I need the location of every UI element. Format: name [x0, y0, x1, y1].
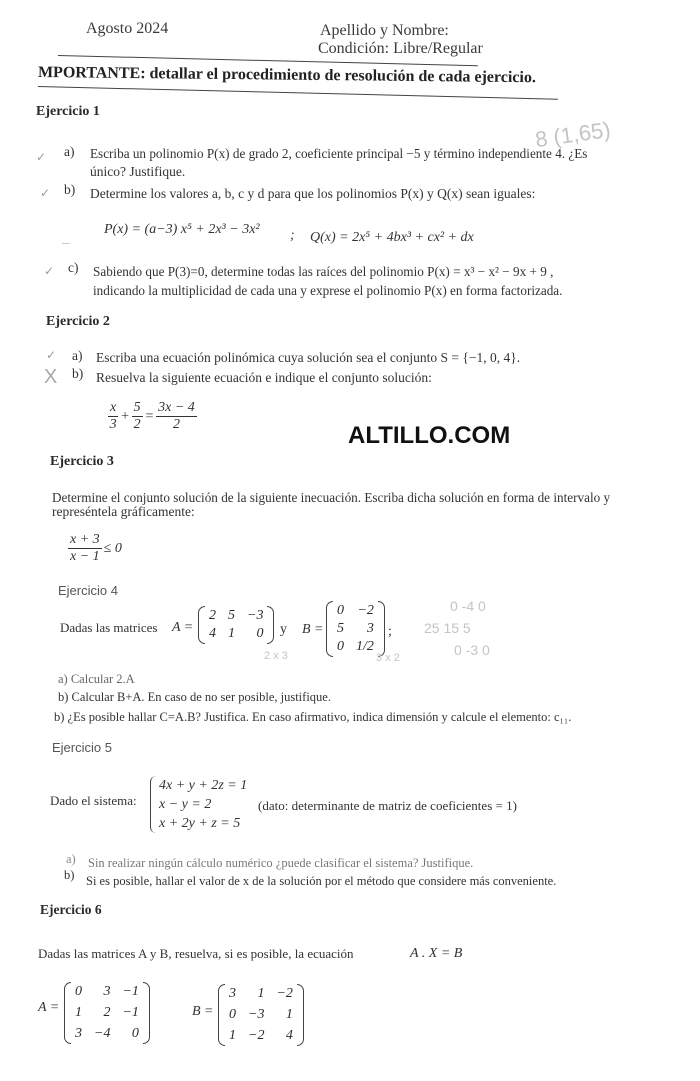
ex2-title: Ejercicio 2	[46, 314, 110, 329]
ex5-system	[150, 776, 247, 833]
matrix-cell: 1	[257, 986, 265, 1001]
ex4-matrix-b-name: B =	[302, 622, 324, 637]
ex6-text: Dadas las matrices A y B, resuelva, si es posible, la ecuación	[38, 946, 354, 961]
ex6-matrix-a	[64, 982, 150, 1044]
matrix-cell: 1	[228, 626, 235, 641]
matrix-cell: −1	[122, 984, 139, 999]
ex5-title: Ejercicio 5	[52, 740, 112, 755]
ex4-intro: Dadas las matrices	[60, 620, 158, 635]
system-equation: 4x + y + 2z = 1	[159, 778, 248, 793]
matrix-cell: 0	[337, 603, 344, 618]
ex4-matrix-a	[198, 606, 274, 644]
system-equation: x + 2y + z = 5	[159, 816, 241, 831]
matrix-cell: 4	[285, 1028, 293, 1043]
inequality-relation: ≤ 0	[103, 540, 122, 556]
ex2-b-label: b)	[72, 366, 84, 381]
matrix-cell: −2	[276, 986, 293, 1001]
important-rule	[38, 86, 558, 100]
matrix-cell: 2	[209, 608, 216, 623]
matrix-cell: 5	[337, 621, 344, 636]
matrix-cell: 4	[209, 626, 216, 641]
ex2-b-text: Resuelva la siguiente ecuación e indique el conjunto solución:	[96, 370, 432, 385]
ex4-a: a) Calcular 2.A	[58, 672, 135, 686]
matrix-cell: 3	[366, 621, 374, 636]
ex4-matrix-a-name: A =	[172, 620, 194, 635]
ex2-a-text: Escriba una ecuación polinómica cuya solución sea el conjunto S = {−1, 0, 4}.	[96, 350, 521, 365]
ex1-b-label: b)	[64, 182, 76, 197]
ex1-title: Ejercicio 1	[36, 104, 100, 119]
matrix-cell: −3	[248, 1007, 265, 1022]
ex4-matrix-b	[326, 601, 385, 657]
matrix-cell: 3	[229, 986, 236, 1001]
matrix-cell: 0	[337, 639, 344, 654]
ex3-inequality	[66, 532, 122, 565]
matrix-cell: 5	[228, 608, 235, 623]
dash-mark-icon: –	[62, 234, 70, 250]
ex1-c-text-2: indicando la multiplicidad de cada una y exprese el polinomio P(x) en forma factorizada.	[93, 283, 563, 298]
check-mark-icon: ✓	[40, 186, 51, 200]
matrix-cell: 2	[103, 1005, 111, 1020]
pencil-row-1: 0 -4 0	[450, 598, 486, 614]
matrix-cell: 0	[131, 1026, 139, 1041]
ex4-conj: y	[280, 622, 287, 637]
matrix-cell: 1	[285, 1007, 293, 1022]
ex4-colon: ;	[388, 624, 392, 639]
condition-label: Condición: Libre/Regular	[318, 40, 483, 57]
matrix-cell: −2	[357, 603, 374, 618]
matrix-cell: −3	[247, 608, 264, 623]
fraction: $\frac{5}{2}$	[133, 400, 141, 432]
ex4-c: b) ¿Es posible hallar C=A.B? Justifica. En caso afirmativo, indica dimensión y calcule el elemento: c₁₁.	[54, 710, 572, 724]
matrix-cell: −4	[94, 1026, 111, 1041]
ex6-matrix-b	[218, 984, 304, 1046]
name-label: Apellido y Nombre:	[320, 22, 449, 39]
ex1-c-text-1: Sabiendo que P(3)=0, determine todas las raíces del polinomio P(x) = x³ − x² − 9x + 9 ,	[93, 264, 554, 279]
ex1-sep: ;	[290, 228, 295, 243]
ex5-a-text: Sin realizar ningún cálculo numérico ¿puede clasificar el sistema? Justifique.	[88, 856, 474, 870]
ex5-b-label: b)	[64, 868, 75, 882]
matrix-cell: 1	[229, 1028, 236, 1043]
ex5-intro: Dado el sistema:	[50, 793, 137, 808]
ex1-c-label: c)	[68, 260, 79, 275]
ex6-title: Ejercicio 6	[40, 902, 102, 917]
matrix-cell: 1/2	[356, 639, 374, 654]
ex3-text-2: represéntela gráficamente:	[52, 504, 195, 519]
ex1-poly-q: Q(x) = 2x⁵ + 4bx³ + cx² + dx	[310, 230, 474, 245]
ex5-b-text: Si es posible, hallar el valor de x de la solución por el método que considere más conveniente.	[86, 874, 557, 888]
equals-sign: =	[144, 408, 155, 424]
ex4-title: Ejercicio 4	[58, 583, 118, 598]
exam-date: Agosto 2024	[86, 20, 169, 37]
grade-pencil-note: 8 (1,65)	[533, 116, 613, 153]
pencil-row-3: 0 -3 0	[454, 642, 490, 658]
matrix-cell: 1	[75, 1005, 82, 1020]
fraction: $\frac{3x - 4}{2}$	[158, 400, 195, 432]
ex2-equation	[106, 400, 199, 433]
ex5-note: (dato: determinante de matriz de coeficientes = 1)	[258, 798, 517, 813]
pencil-row-2: 25 15 5	[424, 620, 471, 636]
ex1-poly-p: P(x) = (a−3) x⁵ + 2x³ − 3x²	[104, 222, 260, 237]
important-notice: MPORTANTE: detallar el procedimiento de resolución de cada ejercicio.	[37, 64, 536, 87]
matrix-cell: 3	[75, 1026, 82, 1041]
matrix-cell: 0	[256, 626, 264, 641]
matrix-cell: 0	[229, 1007, 236, 1022]
matrix-cell: 3	[103, 984, 111, 999]
ex5-a-label: a)	[66, 852, 76, 866]
check-mark-icon: ✓	[36, 150, 47, 164]
check-mark-icon: ✓	[46, 348, 57, 362]
ex1-a-text-2: único? Justifique.	[90, 164, 186, 179]
ex6-matrix-b-name: B =	[192, 1004, 214, 1019]
ex2-a-label: a)	[72, 348, 83, 363]
ex1-b-text: Determine los valores a, b, c y d para que los polinomios P(x) y Q(x) sean iguales:	[90, 186, 536, 201]
ex3-text-1: Determine el conjunto solución de la siguiente inecuación. Escriba dicha solución en forma de intervalo y	[52, 490, 611, 505]
ex6-matrix-a-name: A =	[38, 1000, 60, 1015]
ex6-equation: A . X = B	[410, 946, 463, 961]
ex4-b: b) Calcular B+A. En caso de no ser posible, justifique.	[58, 690, 331, 704]
fraction: $\frac{x}{3}$	[109, 400, 117, 432]
check-mark-icon: ✓	[44, 264, 55, 278]
matrix-cell: 0	[75, 984, 82, 999]
ex3-title: Ejercicio 3	[50, 454, 114, 469]
matrix-cell: −1	[122, 1005, 139, 1020]
matrix-cell: −2	[248, 1028, 265, 1043]
watermark: ALTILLO.COM	[348, 422, 511, 449]
cross-mark-icon: X	[44, 366, 58, 388]
system-equation: x − y = 2	[159, 797, 212, 812]
fraction: $\frac{x + 3}{x - 1}$	[70, 532, 100, 564]
pencil-dim-b: 3 x 2	[376, 652, 400, 664]
ex1-a-label: a)	[64, 144, 75, 159]
ex1-a-text-1: Escriba un polinomio P(x) de grado 2, coeficiente principal −5 y término independiente 4. ¿Es	[90, 146, 588, 161]
plus-sign: +	[120, 408, 130, 424]
pencil-dim-a: 2 x 3	[264, 650, 288, 662]
